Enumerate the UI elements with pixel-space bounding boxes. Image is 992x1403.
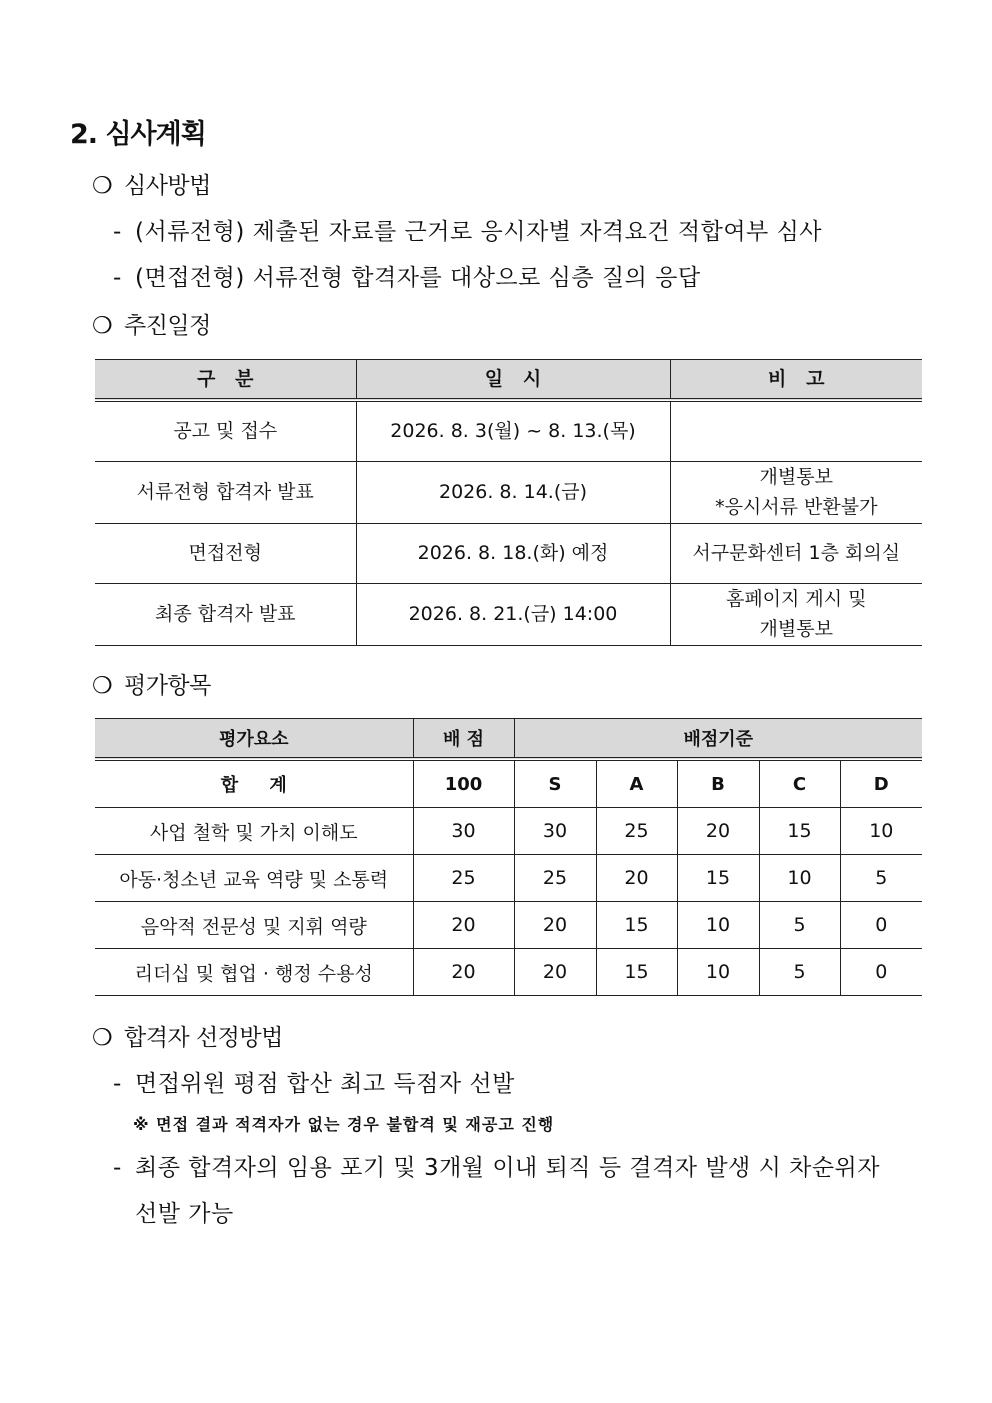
section-title: 2. 심사계획 bbox=[70, 119, 206, 150]
grade-label: S bbox=[514, 759, 596, 808]
evaluation-header-points: 배 점 bbox=[413, 719, 514, 760]
selection-heading-text: 합격자 선정방법 bbox=[124, 1025, 283, 1051]
schedule-note-line: 개별통보 bbox=[759, 466, 833, 488]
circle-bullet-icon: ❍ bbox=[92, 673, 113, 699]
selection-item-text: 면접위원 평점 합산 최고 득점자 선발 bbox=[135, 1071, 515, 1097]
grade-score: 15 bbox=[596, 949, 677, 996]
review-method-item bbox=[113, 213, 822, 246]
grade-label: C bbox=[759, 759, 840, 808]
grade-score: 10 bbox=[759, 855, 840, 902]
schedule-note: 서구문화센터 1층 회의실 bbox=[670, 523, 922, 583]
table-row bbox=[95, 855, 922, 902]
table-row bbox=[95, 462, 922, 524]
grade-score: 15 bbox=[759, 808, 840, 855]
selection-item-continuation: 선발 가능 bbox=[135, 1201, 234, 1227]
schedule-table bbox=[95, 359, 922, 646]
table-row bbox=[95, 949, 922, 996]
review-method-heading bbox=[92, 167, 211, 200]
grade-score: 15 bbox=[677, 855, 759, 902]
grade-label: D bbox=[840, 759, 922, 808]
total-label: 합 계 bbox=[95, 759, 413, 808]
schedule-header-datetime: 일 시 bbox=[356, 360, 670, 401]
review-method-item-text: (면접전형) 서류전형 합격자를 대상으로 심층 질의 응답 bbox=[135, 265, 701, 291]
grade-score: 5 bbox=[840, 855, 922, 902]
schedule-heading-text: 추진일정 bbox=[124, 313, 211, 339]
table-row bbox=[95, 808, 922, 855]
grade-score: 20 bbox=[677, 808, 759, 855]
schedule-category: 서류전형 합격자 발표 bbox=[95, 462, 356, 524]
schedule-datetime: 2026. 8. 14.(금) bbox=[356, 462, 670, 524]
total-points: 100 bbox=[413, 759, 514, 808]
evaluation-total-row bbox=[95, 759, 922, 808]
grade-score: 30 bbox=[514, 808, 596, 855]
schedule-heading bbox=[92, 307, 211, 340]
grade-score: 5 bbox=[759, 949, 840, 996]
evaluation-header-criteria: 배점기준 bbox=[514, 719, 922, 760]
schedule-note bbox=[670, 400, 922, 462]
evaluation-points: 20 bbox=[413, 902, 514, 949]
schedule-datetime: 2026. 8. 18.(화) 예정 bbox=[356, 523, 670, 583]
table-row bbox=[95, 400, 922, 462]
table-row bbox=[95, 902, 922, 949]
grade-score: 10 bbox=[677, 902, 759, 949]
table-row bbox=[95, 583, 922, 645]
evaluation-header-row bbox=[95, 719, 922, 760]
schedule-category: 공고 및 접수 bbox=[95, 400, 356, 462]
evaluation-header-item: 평가요소 bbox=[95, 719, 413, 760]
selection-item bbox=[113, 1065, 515, 1098]
table-row bbox=[95, 523, 922, 583]
grade-score: 25 bbox=[514, 855, 596, 902]
grade-label: A bbox=[596, 759, 677, 808]
schedule-datetime: 2026. 8. 21.(금) 14:00 bbox=[356, 583, 670, 645]
grade-score: 20 bbox=[514, 949, 596, 996]
dash-mark: - bbox=[113, 1155, 122, 1181]
circle-bullet-icon: ❍ bbox=[92, 1025, 113, 1051]
grade-score: 20 bbox=[596, 855, 677, 902]
evaluation-table bbox=[95, 718, 922, 996]
evaluation-heading bbox=[92, 667, 211, 700]
evaluation-item: 리더십 및 협업 · 행정 수용성 bbox=[95, 949, 413, 996]
schedule-note-line: 개별통보 bbox=[759, 618, 833, 641]
schedule-note bbox=[670, 462, 922, 524]
schedule-header-note: 비 고 bbox=[670, 360, 922, 401]
evaluation-points: 25 bbox=[413, 855, 514, 902]
selection-heading bbox=[92, 1019, 283, 1052]
schedule-note bbox=[670, 583, 922, 645]
grade-score: 15 bbox=[596, 902, 677, 949]
grade-score: 0 bbox=[840, 949, 922, 996]
grade-score: 20 bbox=[514, 902, 596, 949]
evaluation-item: 아동·청소년 교육 역량 및 소통력 bbox=[95, 855, 413, 902]
grade-score: 10 bbox=[840, 808, 922, 855]
schedule-note-line: 홈페이지 게시 및 bbox=[725, 587, 867, 610]
evaluation-points: 30 bbox=[413, 808, 514, 855]
circle-bullet-icon: ❍ bbox=[92, 173, 113, 199]
grade-score: 5 bbox=[759, 902, 840, 949]
schedule-datetime: 2026. 8. 3(월) ~ 8. 13.(목) bbox=[356, 400, 670, 462]
evaluation-points: 20 bbox=[413, 949, 514, 996]
selection-item bbox=[113, 1149, 880, 1182]
evaluation-item: 사업 철학 및 가치 이해도 bbox=[95, 808, 413, 855]
schedule-note-line: *응시서류 반환불가 bbox=[715, 496, 878, 519]
grade-score: 0 bbox=[840, 902, 922, 949]
review-method-heading-text: 심사방법 bbox=[124, 173, 211, 199]
schedule-category: 최종 합격자 발표 bbox=[95, 583, 356, 645]
schedule-header-category: 구 분 bbox=[95, 360, 356, 401]
grade-score: 25 bbox=[596, 808, 677, 855]
schedule-header-row bbox=[95, 360, 922, 401]
selection-item-text: 최종 합격자의 임용 포기 및 3개월 이내 퇴직 등 결격자 발생 시 차순위자 bbox=[135, 1155, 880, 1181]
grade-label: B bbox=[677, 759, 759, 808]
dash-mark: - bbox=[113, 265, 122, 291]
evaluation-item: 음악적 전문성 및 지휘 역량 bbox=[95, 902, 413, 949]
grade-score: 10 bbox=[677, 949, 759, 996]
review-method-item bbox=[113, 259, 701, 292]
selection-note: ※ 면접 결과 적격자가 없는 경우 불합격 및 재공고 진행 bbox=[133, 1115, 555, 1134]
dash-mark: - bbox=[113, 219, 122, 245]
circle-bullet-icon: ❍ bbox=[92, 313, 113, 339]
schedule-category: 면접전형 bbox=[95, 523, 356, 583]
dash-mark: - bbox=[113, 1071, 122, 1097]
review-method-item-text: (서류전형) 제출된 자료를 근거로 응시자별 자격요건 적합여부 심사 bbox=[135, 219, 823, 245]
evaluation-heading-text: 평가항목 bbox=[124, 673, 211, 699]
